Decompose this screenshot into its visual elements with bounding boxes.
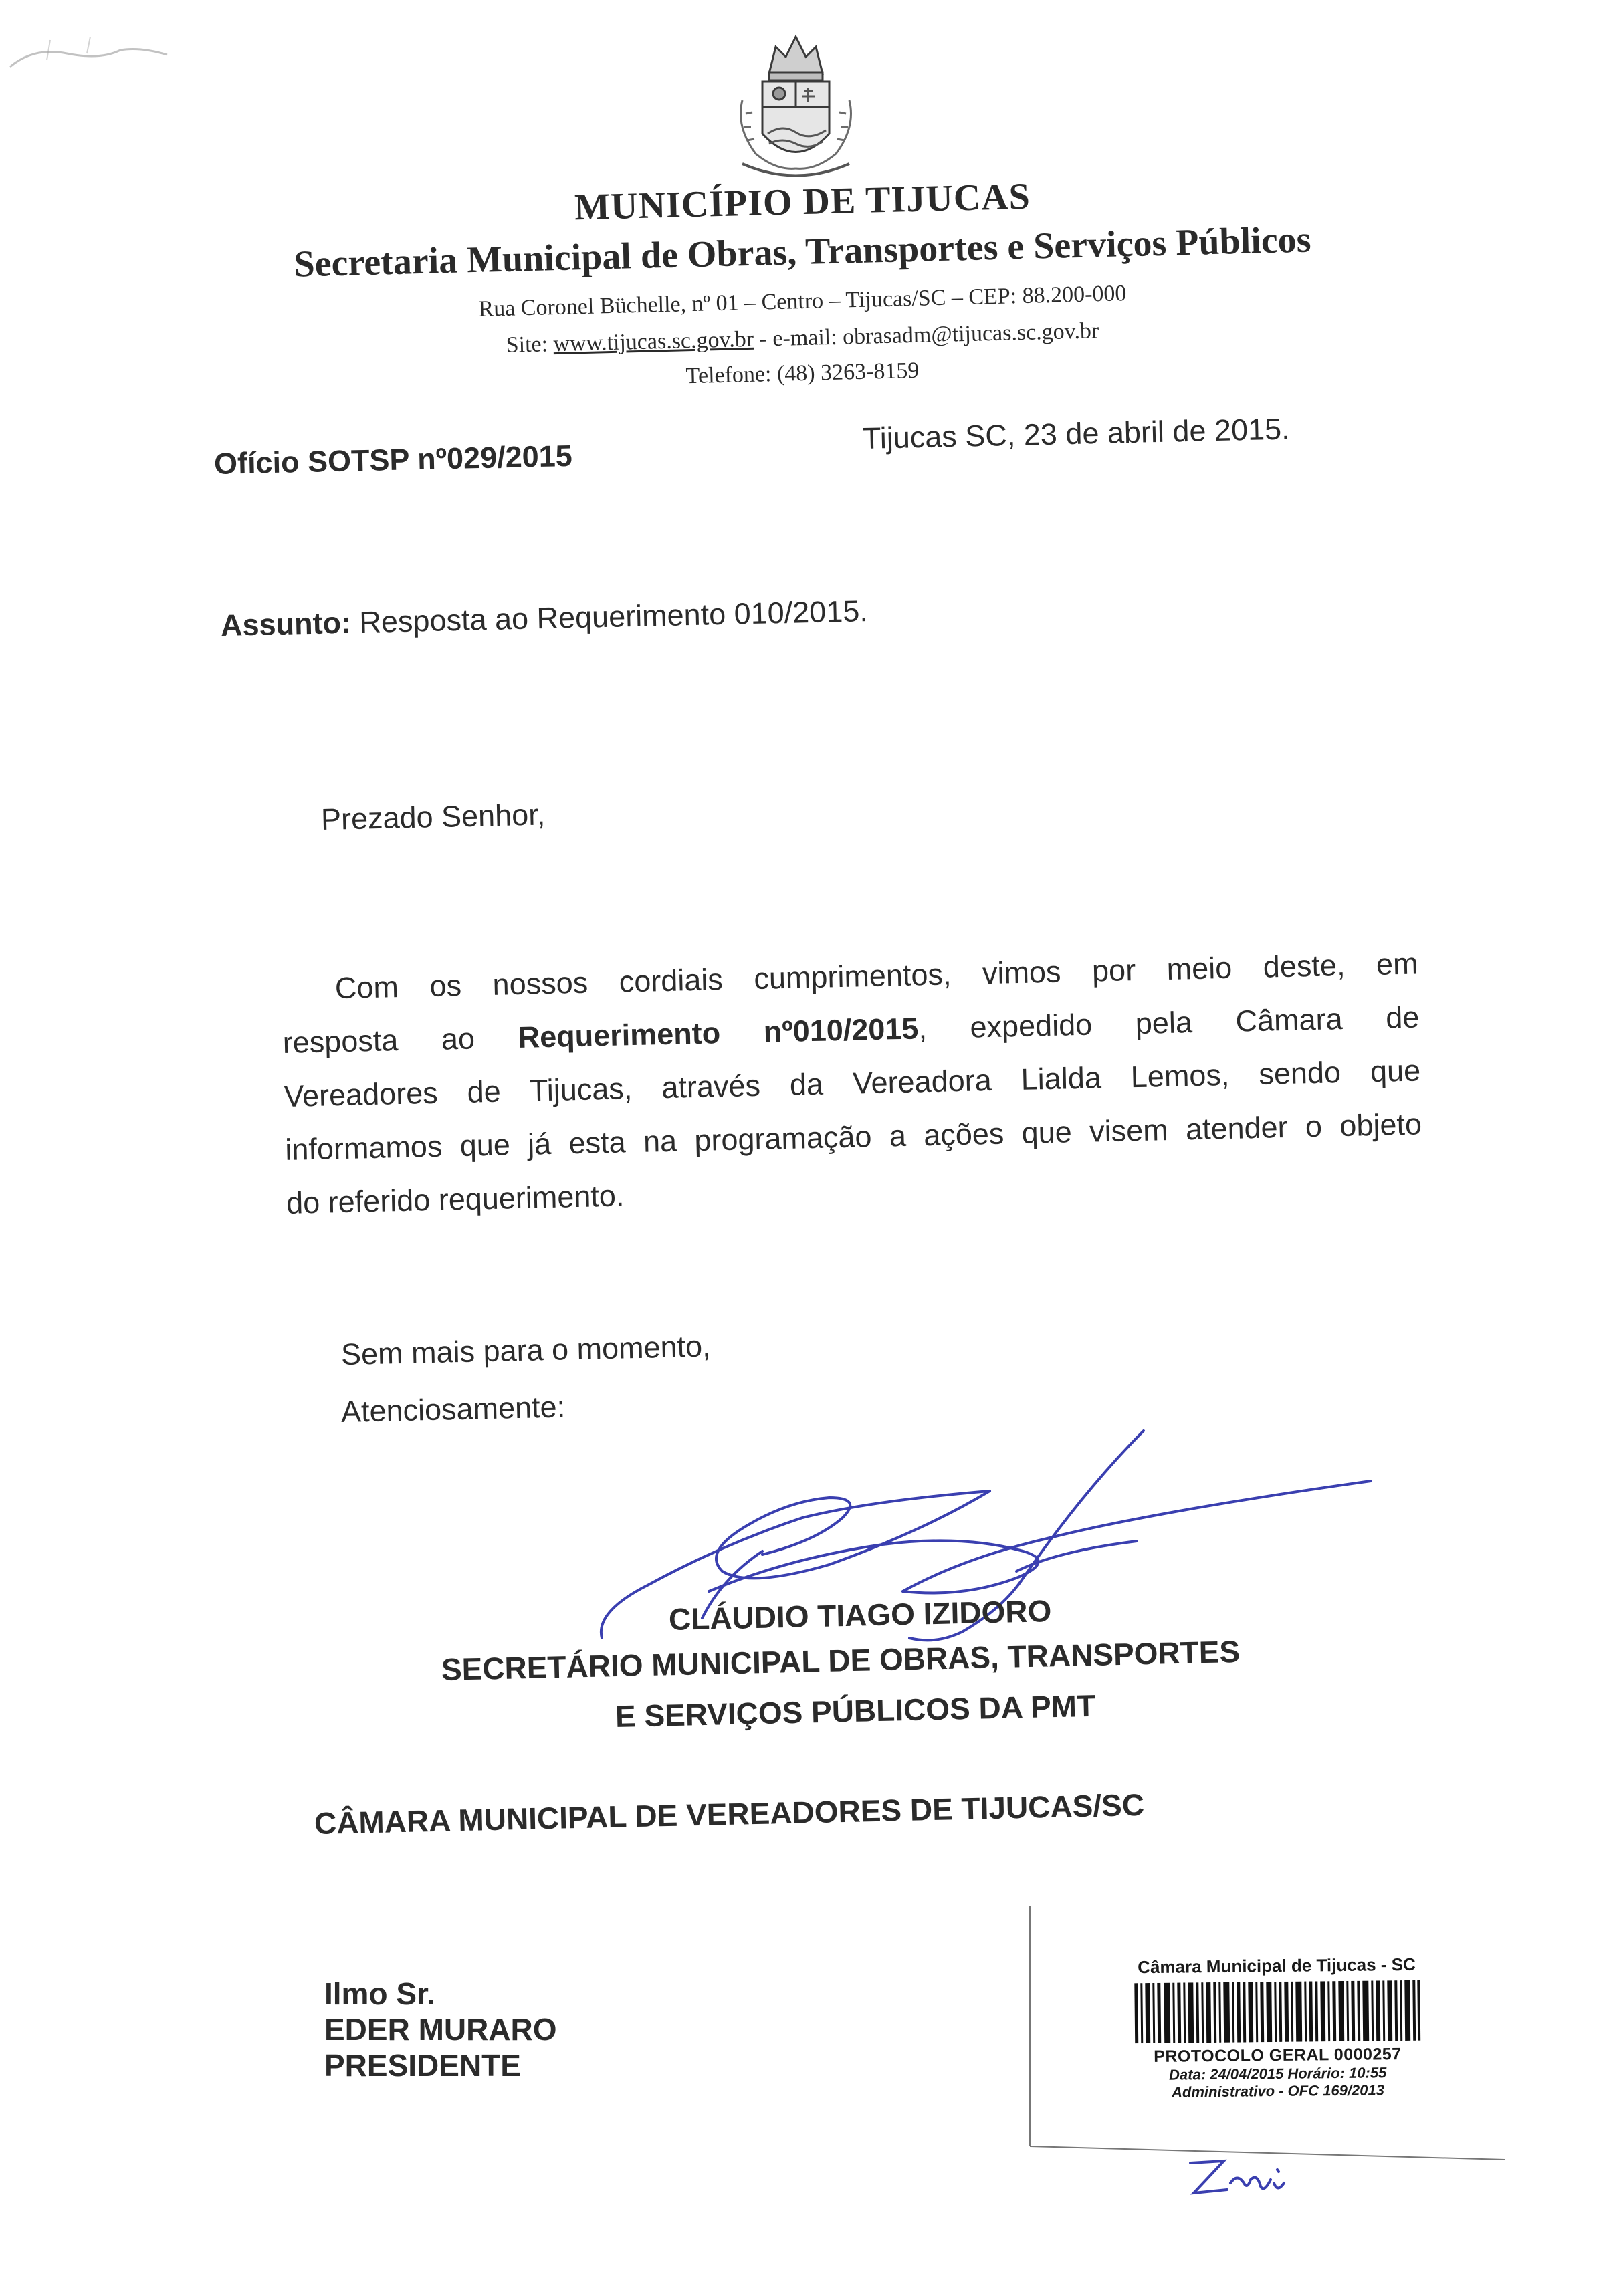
signatory-name: CLÁUDIO TIAGO IZIDORO — [668, 1593, 1052, 1637]
body-line: do referido requerimento. — [286, 1178, 625, 1220]
addressee-role: PRESIDENTE — [324, 2048, 521, 2083]
letterhead-address: Rua Coronel Büchelle, nº 01 – Centro – Tijucas/SC – CEP: 88.200-000 — [478, 281, 1127, 322]
email-text: - e-mail: obrasadm@tijucas.sc.gov.br — [753, 318, 1099, 352]
stamp-protocol: PROTOCOLO GERAL 0000257 — [1154, 2045, 1402, 2066]
body-text: , expedido pela Câmara de — [918, 1000, 1420, 1046]
closing-salutation: Atenciosamente: — [340, 1389, 566, 1429]
letterhead-phone: Telefone: (48) 3263-8159 — [685, 358, 920, 389]
letter-date: Tijucas SC, 23 de abril de 2015. — [862, 411, 1291, 455]
stamp-sector: Administrativo - OFC 169/2013 — [1171, 2081, 1385, 2101]
signatory-title: SECRETÁRIO MUNICIPAL DE OBRAS, TRANSPORTES — [441, 1633, 1241, 1687]
stamp-header: Câmara Municipal de Tijucas - SC — [1138, 1954, 1416, 1978]
body-paragraph — [281, 937, 1424, 1230]
requirement-reference: Requerimento nº010/2015 — [518, 1011, 919, 1054]
closing-line: Sem mais para o momento, — [340, 1329, 712, 1371]
subject-label: Assunto: — [220, 605, 352, 643]
barcode-icon — [1133, 1980, 1421, 2043]
body-line: Vereadores de Tijucas, através da Vereadora Lialda Lemos, sendo que — [283, 1053, 1421, 1113]
recipient-organization: CÂMARA MUNICIPAL DE VEREADORES DE TIJUCAS/SC — [314, 1787, 1145, 1841]
body-line: informamos que já esta na programação a ações que visem atender o objeto — [284, 1107, 1422, 1167]
subject-line — [220, 594, 868, 643]
protocol-stamp — [1116, 1954, 1438, 2101]
scan-smudge — [7, 13, 194, 74]
handwritten-initials — [1184, 2146, 1304, 2206]
oficio-number: Ofício SOTSP nº029/2015 — [213, 438, 573, 481]
letterhead-municipality: MUNICÍPIO DE TIJUCAS — [574, 175, 1031, 229]
body-line: Com os nossos cordiais cumprimentos, vimos por meio deste, em — [334, 946, 1419, 1006]
subject-text: Resposta ao Requerimento 010/2015. — [350, 594, 869, 640]
body-text: resposta ao — [282, 1020, 519, 1060]
site-link[interactable]: www.tijucas.sc.gov.br — [553, 326, 754, 357]
addressee-name: EDER MURARO — [324, 2012, 557, 2047]
signatory-title: E SERVIÇOS PÚBLICOS DA PMT — [615, 1688, 1096, 1734]
greeting: Prezado Senhor, — [320, 797, 546, 836]
letterhead-secretariat: Secretaria Municipal de Obras, Transportes e Serviços Públicos — [293, 219, 1312, 285]
stamp-datetime: Data: 24/04/2015 Horário: 10:55 — [1168, 2064, 1387, 2083]
addressee-honorific: Ilmo Sr. — [324, 1976, 436, 2011]
site-label: Site: — [506, 332, 554, 358]
municipal-coat-of-arms — [716, 27, 876, 187]
